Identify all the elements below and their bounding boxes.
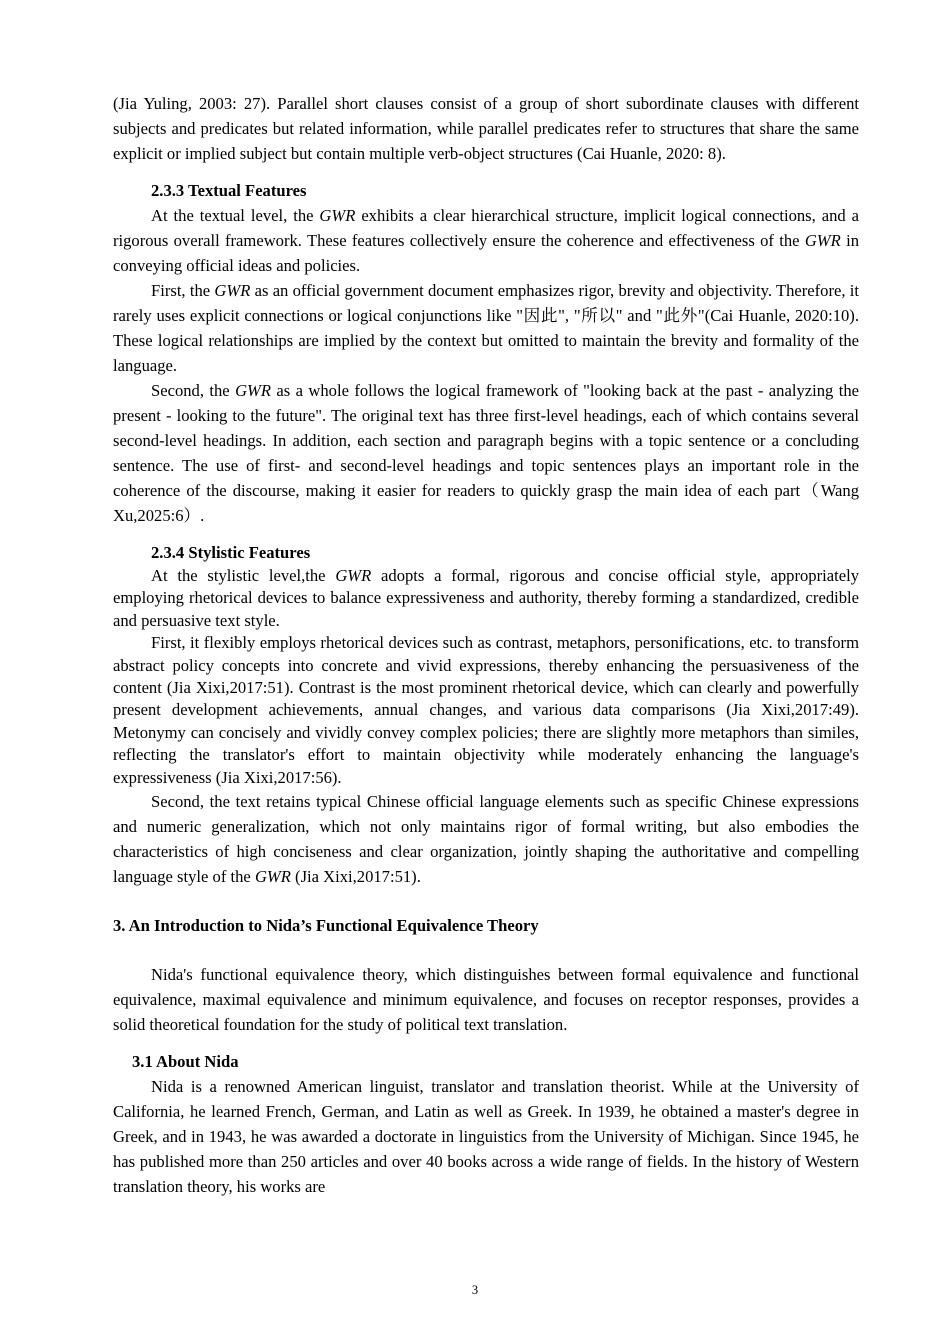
paragraph-continuation: (Jia Yuling, 2003: 27). Parallel short clauses consist of a group of short subordinate clauses with different subjects and predicates but related information, while parallel predicates refer to structures that share the same explicit or implied subject but contain multiple verb-object structures (Cai Huanle, 2020: 8). [113,94,859,163]
paragraph-first-stylistic: First, it flexibly employs rhetorical devices such as contrast, metaphors, personifications, etc. to transform abstract policy concepts into concrete and vivid expressions, thereby enhancing the persuasiveness of the content (Jia Xixi,2017:51). Contrast is the most prominent rhetorical device, which can clearly and powerfully present development achievements, annual changes, and various data comparisons (Jia Xixi,2017:49). Metonymy can concisely and vividly convey complex policies; there are slightly more metaphors than similes, reflecting the translator's effort to maintain objectivity while moderately enhancing the language's expressiveness (Jia Xixi,2017:56). [113,633,859,787]
paragraph-first-textual: First, the GWR as an official government document emphasizes rigor, brevity and objectivity. Therefore, it rarely uses explicit connections or logical conjunctions like "因此", "所以" and "此外"(Cai Huanle, 2020:10). These logical relationships are implied by the context but omitted to maintain the brevity and formality of the language. [113,281,859,375]
heading-3-1: 3.1 About Nida [132,1052,239,1072]
paragraph-stylistic-level: At the stylistic level,the GWR adopts a formal, rigorous and concise official style, appropriately employing rhetorical devices to balance expressiveness and authority, thereby forming a standardized, credible and persuasive text style. [113,566,859,630]
paragraph-second-textual: Second, the GWR as a whole follows the logical framework of "looking back at the past - analyzing the present - looking to the future". The original text has three first-level headings, each of which contains several second-level headings. In addition, each section and paragraph begins with a topic sentence or a concluding sentence. The use of first- and second-level headings and topic sentences plays an important role in the coherence of the discourse, making it easier for readers to quickly grasp the main idea of each part（Wang Xu,2025:6）. [113,381,859,525]
heading-2-3-3: 2.3.3 Textual Features [151,181,307,200]
heading-section-3: 3. An Introduction to Nida’s Functional Equivalence Theory [113,916,539,936]
paragraph-section-3-intro: Nida's functional equivalence theory, which distinguishes between formal equivalence and functional equivalence, maximal equivalence and minimum equivalence, and focuses on receptor responses, provides a solid theoretical foundation for the study of political text translation. [113,965,859,1035]
paragraph-textual-level: At the textual level, the GWR exhibits a clear hierarchical structure, implicit logical connections, and a rigorous overall framework. These features collectively ensure the coherence and effectiveness of the GWR in conveying official ideas and policies. [113,206,859,275]
heading-2-3-4: 2.3.4 Stylistic Features [151,543,311,562]
document-page [113,91,859,1199]
paragraph-second-stylistic: Second, the text retains typical Chinese official language elements such as specific Chinese expressions and numeric generalization, which not only maintains rigor of formal writing, but also embodies the characteristics of high conciseness and clear organization, jointly shaping the authoritative and compelling language style of the GWR (Jia Xixi,2017:51). [113,792,859,887]
paragraph-about-nida: Nida is a renowned American linguist, translator and translation theorist. While at the University of California, he learned French, German, and Latin as well as Greek. In 1939, he obtained a master's degree in Greek, and in 1943, he was awarded a doctorate in linguistics from the University of Michigan. Since 1945, he has published more than 250 articles and over 40 books across a wide range of fields. In the history of Western translation theory, his works are [113,1077,859,1197]
page-number: 3 [471,1283,479,1297]
